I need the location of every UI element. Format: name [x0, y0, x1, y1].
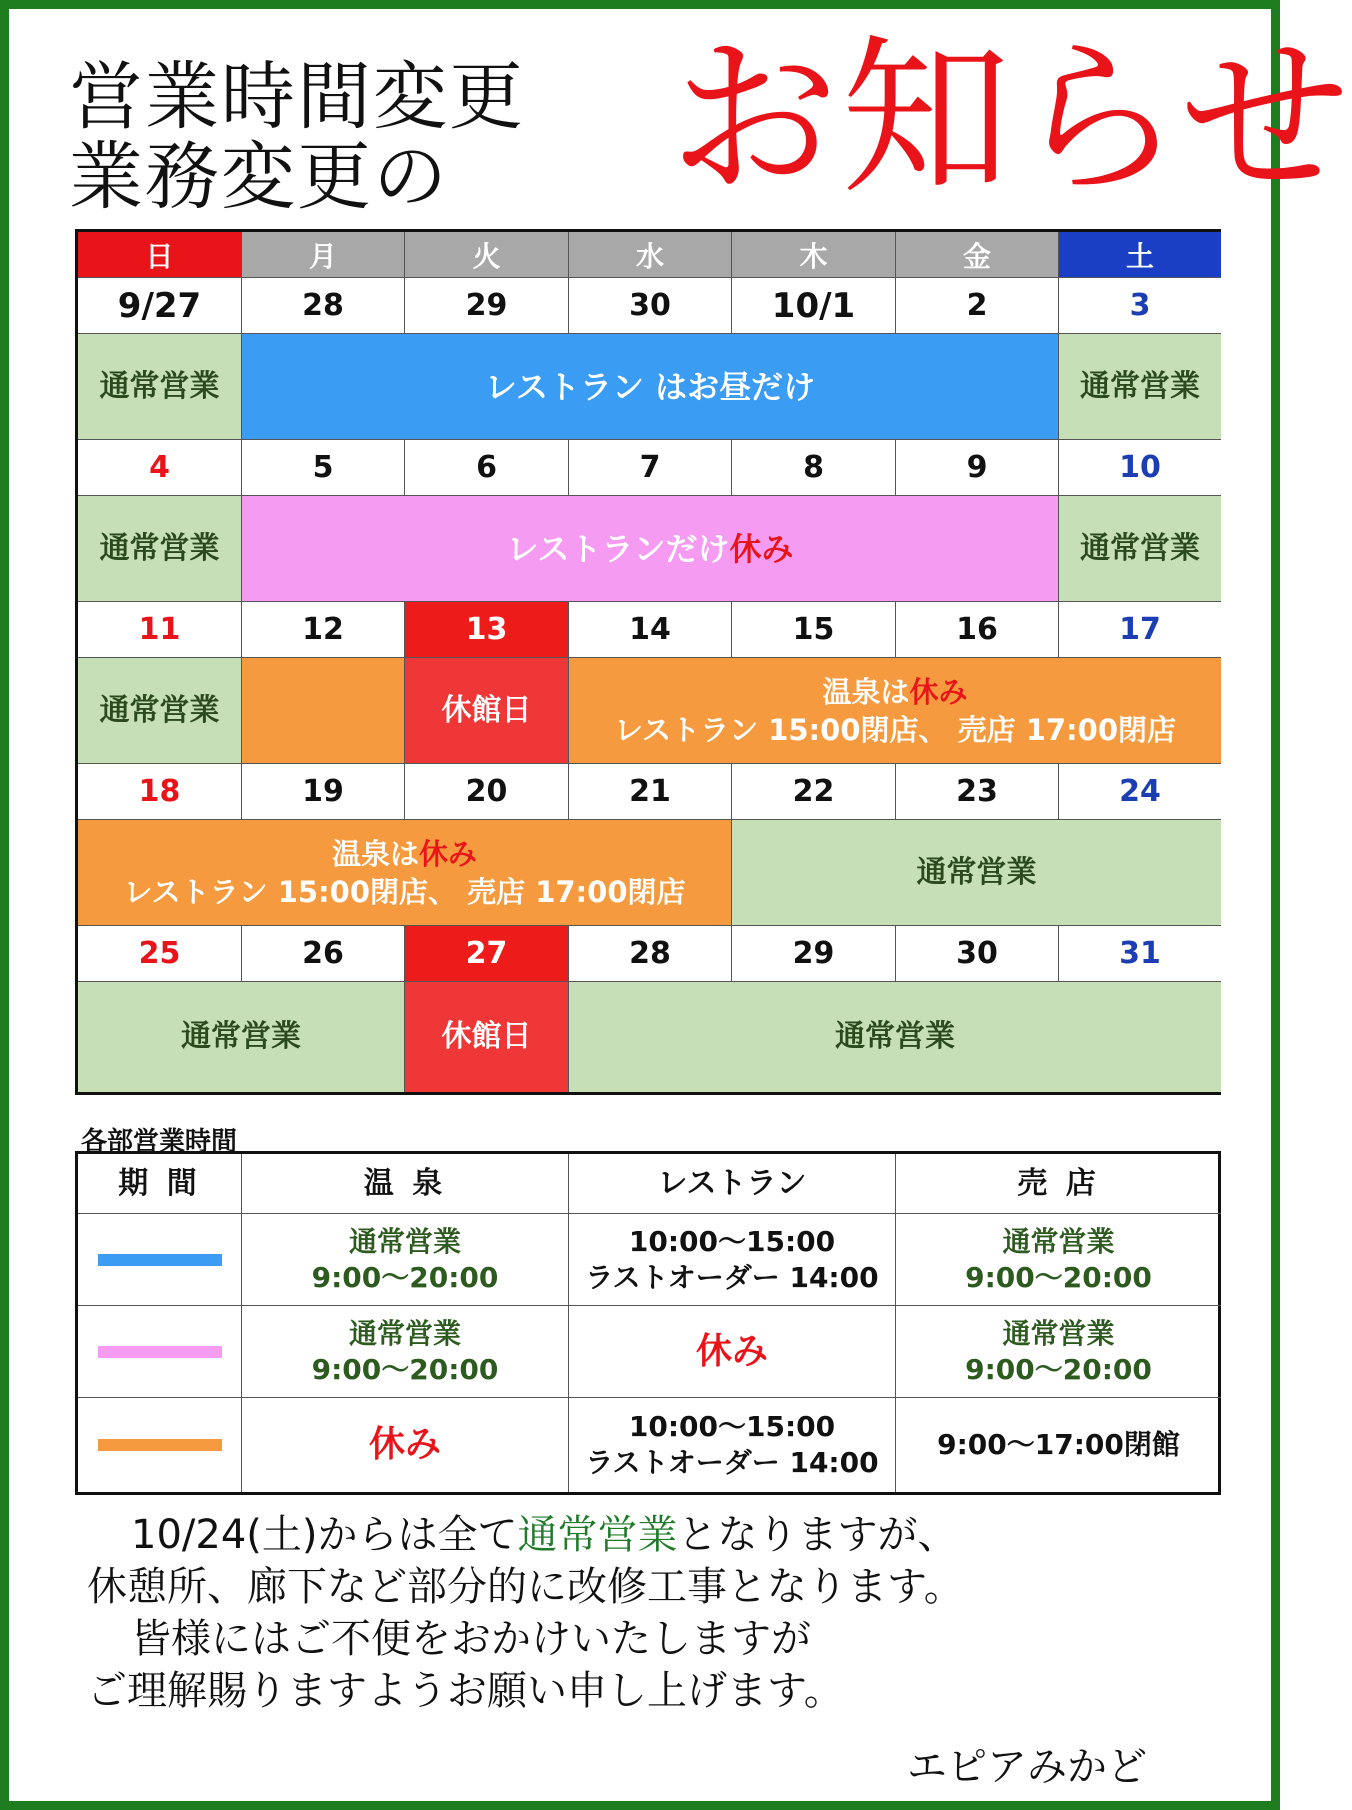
notice-line: 皆様にはご不便をおかけいたしますが	[131, 1616, 811, 1662]
status-onsen-closed: 温泉は休み レストラン 15:00閉店、 売店 17:00閉店	[569, 658, 1221, 764]
weekday-sat: 土	[1059, 232, 1221, 278]
date-cell: 18	[78, 764, 242, 820]
status-lunch-only: レストラン はお昼だけ	[242, 334, 1059, 440]
legend-bar-pink	[98, 1346, 222, 1358]
date-cell: 8	[732, 440, 896, 496]
date-cell: 12	[242, 602, 405, 658]
status-restaurant-closed: レストランだけ 休み	[242, 496, 1059, 602]
status-normal: 通常営業	[732, 820, 1221, 926]
title-block	[69, 54, 525, 220]
hours-header-shop: 売 店	[896, 1154, 1221, 1214]
date-cell: 23	[896, 764, 1059, 820]
date-cell: 16	[896, 602, 1059, 658]
shop-hours: 9:00〜17:00閉館	[937, 1428, 1180, 1461]
date-cell: 24	[1059, 764, 1221, 820]
shop-hours: 通常営業 9:00〜20:00	[896, 1306, 1221, 1398]
title-highlight: お知らせ	[669, 20, 1352, 218]
hours-header-restaurant: レストラン	[569, 1154, 896, 1214]
weekday-wed: 水	[569, 232, 732, 278]
status-normal: 通常営業	[1059, 496, 1221, 602]
legend-bar-orange	[98, 1439, 222, 1451]
date-cell: 4	[78, 440, 242, 496]
date-cell: 29	[732, 926, 896, 982]
date-cell: 21	[569, 764, 732, 820]
date-cell: 19	[242, 764, 405, 820]
status-closed-day: 休館日	[405, 982, 569, 1092]
status-normal: 通常営業	[569, 982, 1221, 1092]
status-normal: 通常営業	[78, 982, 405, 1092]
weekday-thu: 木	[732, 232, 896, 278]
date-cell: 28	[242, 278, 405, 334]
date-cell-closed: 13	[405, 602, 569, 658]
hours-table	[75, 1151, 1221, 1495]
status-normal: 通常営業	[1059, 334, 1221, 440]
period-legend	[78, 1214, 242, 1306]
date-cell: 20	[405, 764, 569, 820]
date-cell: 3	[1059, 278, 1221, 334]
date-cell: 22	[732, 764, 896, 820]
hours-header-onsen: 温 泉	[242, 1154, 569, 1214]
title-line1: 営業時間変更	[69, 54, 525, 140]
status-normal: 通常営業	[78, 334, 242, 440]
date-cell: 17	[1059, 602, 1221, 658]
weekday-sun: 日	[78, 232, 242, 278]
weekday-tue: 火	[405, 232, 569, 278]
date-cell: 26	[242, 926, 405, 982]
signature: エピアみかど	[907, 1744, 1147, 1790]
date-cell: 10	[1059, 440, 1221, 496]
onsen-hours: 通常営業 9:00〜20:00	[242, 1306, 569, 1398]
status-normal: 通常営業	[78, 496, 242, 602]
date-cell: 29	[405, 278, 569, 334]
date-cell: 30	[569, 278, 732, 334]
notice-line: ご理解賜りますようお願い申し上げます。	[87, 1668, 844, 1714]
status-closed-day: 休館日	[405, 658, 569, 764]
hours-section-label: 各部営業時間	[81, 1127, 238, 1157]
weekday-fri: 金	[896, 232, 1059, 278]
notice-line: 休憩所、廊下など部分的に改修工事となります。	[87, 1564, 964, 1610]
period-legend	[78, 1306, 242, 1398]
date-cell: 30	[896, 926, 1059, 982]
date-cell: 5	[242, 440, 405, 496]
date-cell: 28	[569, 926, 732, 982]
restaurant-hours: 休み	[569, 1306, 896, 1398]
shop-hours: 通常営業 9:00〜20:00	[896, 1214, 1221, 1306]
legend-bar-blue	[98, 1254, 222, 1266]
date-cell: 7	[569, 440, 732, 496]
date-cell: 2	[896, 278, 1059, 334]
status-normal: 通常営業	[78, 658, 242, 764]
notice-line: 10/24(土)からは全て通常営業となりますが、	[131, 1512, 958, 1558]
date-cell: 25	[78, 926, 242, 982]
onsen-hours: 通常営業 9:00〜20:00	[242, 1214, 569, 1306]
status-onsen-closed: 温泉は休み レストラン 15:00閉店、 売店 17:00閉店	[78, 820, 732, 926]
date-cell: 9/27	[78, 278, 242, 334]
date-cell: 10/1	[732, 278, 896, 334]
date-cell: 31	[1059, 926, 1221, 982]
status-onsen-closed	[242, 658, 405, 764]
title-line2: 業務変更の	[69, 134, 449, 220]
date-cell: 14	[569, 602, 732, 658]
hours-header-period: 期 間	[78, 1154, 242, 1214]
restaurant-hours: 10:00〜15:00 ラストオーダー 14:00	[569, 1398, 896, 1492]
period-legend	[78, 1398, 242, 1492]
date-cell-closed: 27	[405, 926, 569, 982]
weekday-mon: 月	[242, 232, 405, 278]
date-cell: 9	[896, 440, 1059, 496]
restaurant-hours: 10:00〜15:00 ラストオーダー 14:00	[569, 1214, 896, 1306]
date-cell: 11	[78, 602, 242, 658]
date-cell: 6	[405, 440, 569, 496]
calendar	[75, 229, 1221, 1095]
notice-text	[87, 1509, 964, 1717]
date-cell: 15	[732, 602, 896, 658]
onsen-hours: 休み	[242, 1398, 569, 1492]
